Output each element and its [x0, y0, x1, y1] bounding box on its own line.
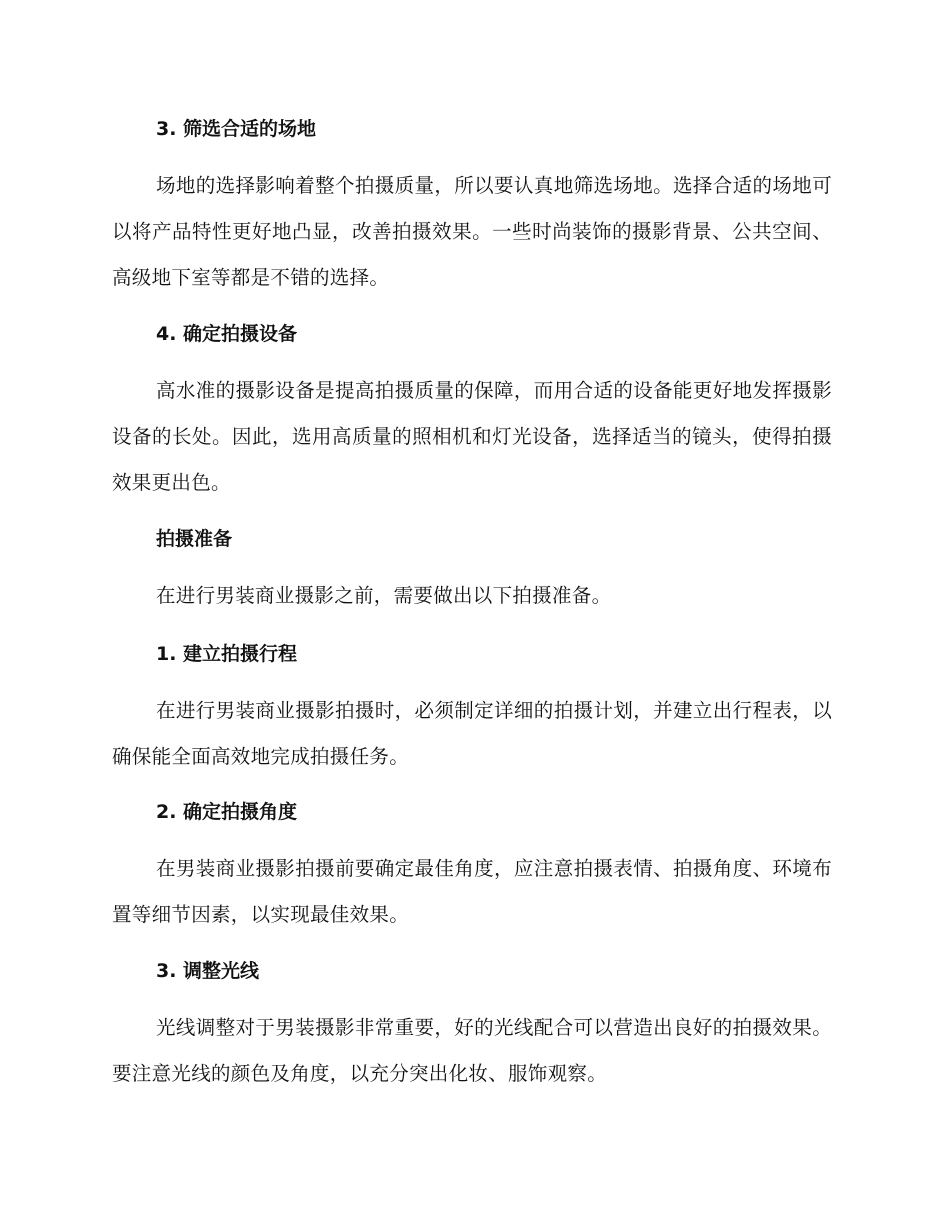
section-heading-preparation: 拍摄准备 — [156, 528, 233, 550]
section-body-venue: 场地的选择影响着整个拍摄质量，所以要认真地筛选场地。选择合适的场地可以将产品特性更好地凸显，改善拍摄效果。一些时尚装饰的摄影背景、公共空间、高级地下室等都是不错的选择。 — [112, 174, 832, 289]
section-body-angle: 在男装商业摄影拍摄前要确定最佳角度，应注意拍摄表情、拍摄角度、环境布置等细节因素，以实现最佳效果。 — [112, 857, 832, 926]
section-body-schedule: 在进行男装商业摄影拍摄时，必须制定详细的拍摄计划，并建立出行程表，以确保能全面高效地完成拍摄任务。 — [112, 699, 832, 768]
section-body-lighting: 光线调整对于男装摄影非常重要，好的光线配合可以营造出良好的拍摄效果。要注意光线的颜色及角度，以充分突出化妆、服饰观察。 — [112, 1016, 832, 1085]
section-body-preparation: 在进行男装商业摄影之前，需要做出以下拍摄准备。 — [156, 584, 612, 607]
section-heading-schedule: 1. 建立拍摄行程 — [156, 643, 298, 665]
section-heading-lighting: 3. 调整光线 — [156, 960, 260, 982]
section-heading-angle: 2. 确定拍摄角度 — [156, 801, 298, 823]
section-heading-equipment: 4. 确定拍摄设备 — [156, 323, 298, 345]
section-body-equipment: 高水准的摄影设备是提高拍摄质量的保障，而用合适的设备能更好地发挥摄影设备的长处。因此，选用高质量的照相机和灯光设备，选择适当的镜头，使得拍摄效果更出色。 — [112, 379, 832, 494]
section-heading-venue: 3. 筛选合适的场地 — [156, 118, 317, 140]
